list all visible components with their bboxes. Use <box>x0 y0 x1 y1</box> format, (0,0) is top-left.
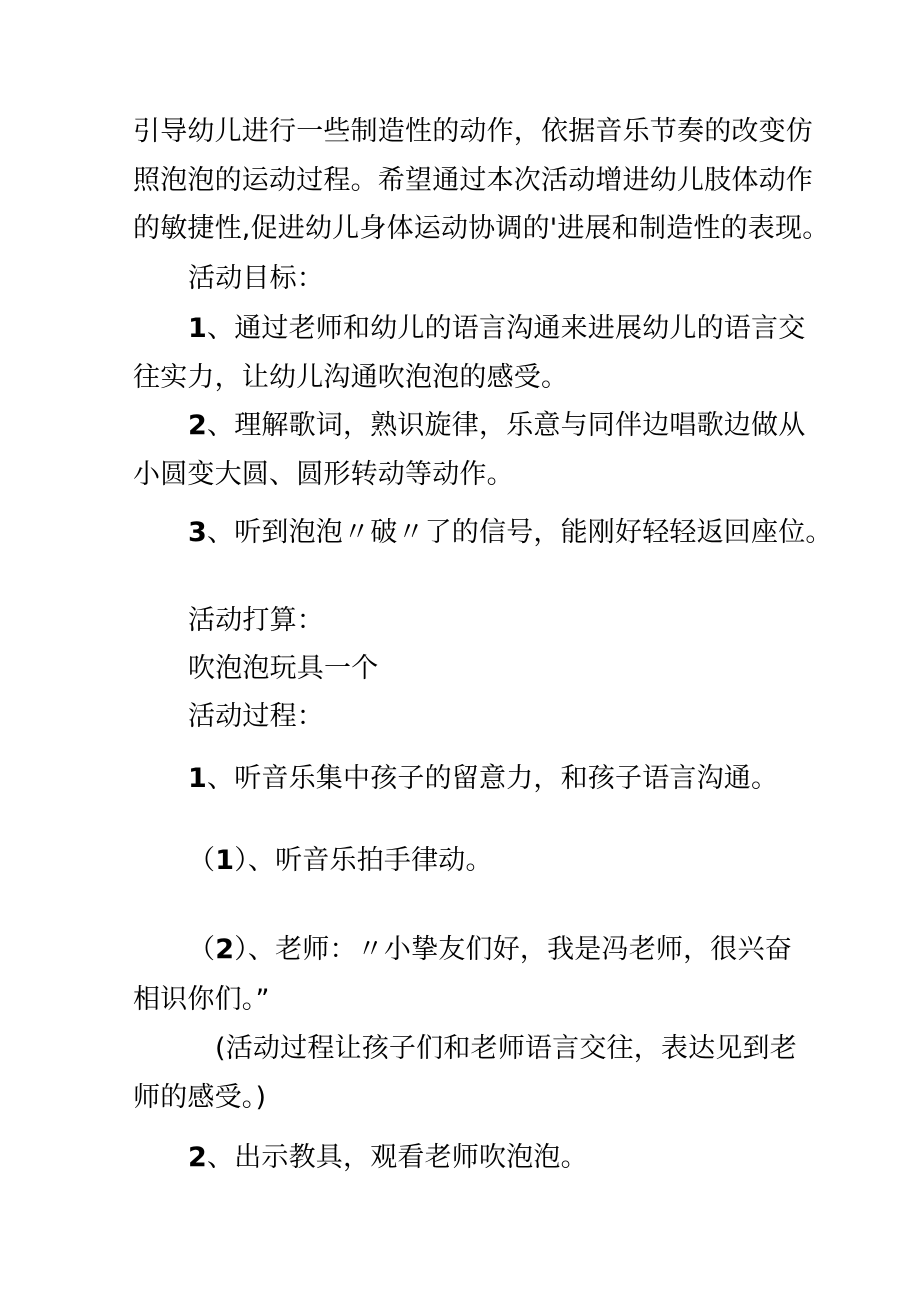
prep-item: 吹泡泡玩具一个 <box>188 653 379 684</box>
sub-step-2-line-1 <box>188 933 792 967</box>
process-heading: 活动过程： <box>188 701 324 732</box>
sub-step-1-text: ）、听音乐拍手律动。 <box>234 845 493 876</box>
step-1-number: 1 <box>188 763 207 794</box>
sub-step-1 <box>188 844 493 878</box>
step-1 <box>188 762 778 796</box>
goal-2-text: 、理解歌词，熟识旋律，乐意与同伴边唱歌边做从 <box>207 410 806 441</box>
goal-3-number: 3 <box>188 517 207 548</box>
sub-step-1-open: （ <box>188 845 216 876</box>
sub-step-2-line-2: 相识你们。” <box>133 984 270 1015</box>
goals-heading: 活动目标： <box>188 263 324 294</box>
goal-3-line-1 <box>188 516 833 550</box>
intro-line-3: 的敏捷性,促进幼儿身体运动协调的'进展和制造性的表现。 <box>133 213 830 244</box>
note-line-2: 师的感受。) <box>133 1082 267 1113</box>
intro-line-1: 引导幼儿进行一些制造性的动作，依据音乐节奏的改变仿 <box>133 116 813 147</box>
step-1-text: 、听音乐集中孩子的留意力，和孩子语言沟通。 <box>207 763 779 794</box>
goal-1-line-1 <box>188 312 805 346</box>
intro-line-2: 照泡泡的运动过程。希望通过本次活动增进幼儿肢体动作 <box>133 165 813 196</box>
step-2-text: 、出示教具，观看老师吹泡泡。 <box>207 1142 588 1173</box>
sub-step-1-number: 1 <box>215 845 235 876</box>
goal-2-line-1 <box>188 409 805 443</box>
goal-2-line-2: 小圆变大圆、圆形转动等动作。 <box>133 459 514 490</box>
goal-1-text: 、通过老师和幼儿的语言沟通来进展幼儿的语言交 <box>207 313 806 344</box>
goal-2-number: 2 <box>188 410 207 441</box>
sub-step-2-text: ）、老师：〃小挚友们好，我是冯老师，很兴奋 <box>234 934 792 965</box>
goal-1-line-2: 往实力，让幼儿沟通吹泡泡的感受。 <box>133 362 569 393</box>
sub-step-2-open: （ <box>188 934 216 965</box>
goal-3-text: 、听到泡泡〃破〃了的信号，能刚好轻轻返回座位。 <box>207 517 833 548</box>
prep-heading: 活动打算： <box>188 605 324 636</box>
note-line-1: (活动过程让孩子们和老师语言交往，表达见到老 <box>215 1033 797 1064</box>
step-2 <box>188 1141 588 1175</box>
step-2-number: 2 <box>188 1142 207 1173</box>
sub-step-2-number: 2 <box>215 934 235 965</box>
goal-1-number: 1 <box>188 313 207 344</box>
